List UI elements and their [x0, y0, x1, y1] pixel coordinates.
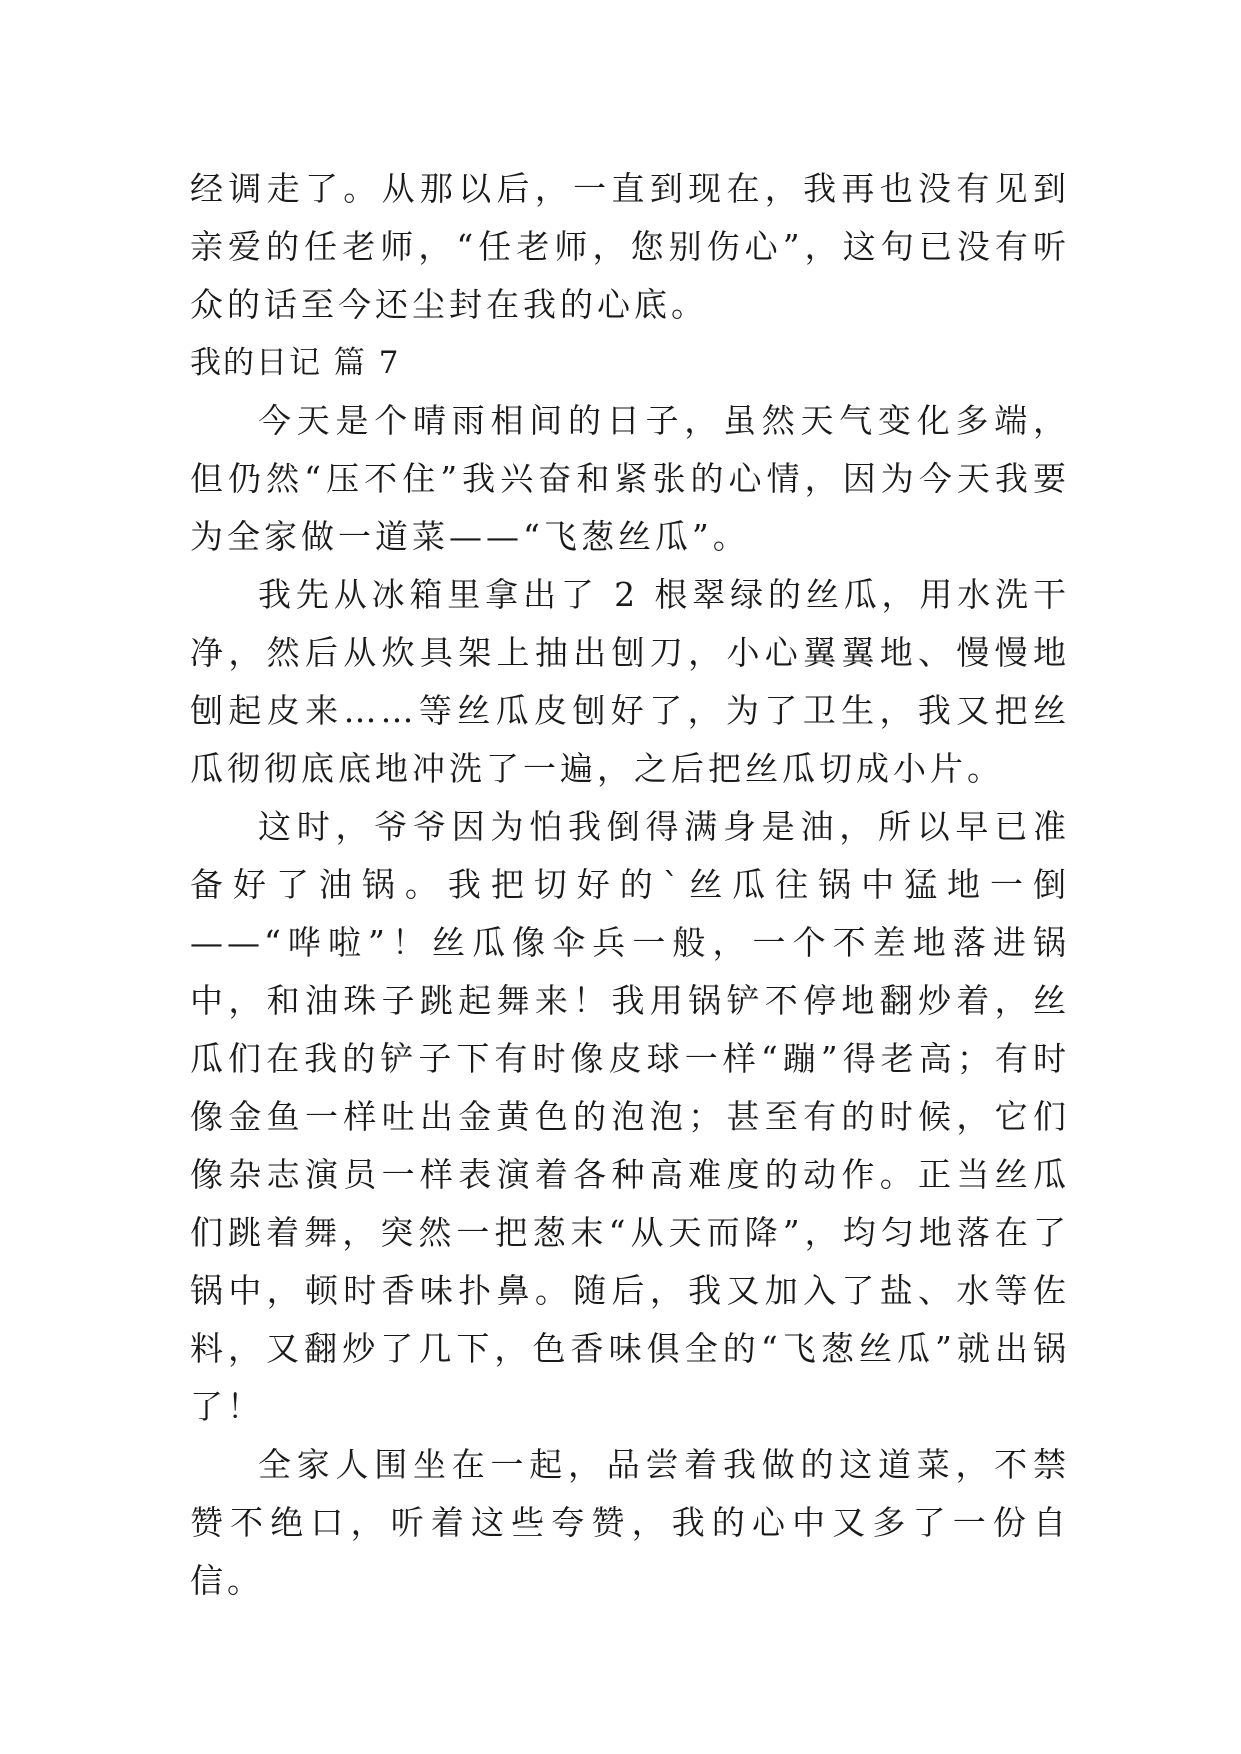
document-page	[190, 160, 1070, 1610]
body-paragraph-4: 全家人围坐在一起，品尝着我做的这道菜，不禁赞不绝口，听着这些夸赞，我的心中又多了一份自信。	[190, 1445, 1070, 1600]
section-title: 我的日记 篇 7	[190, 345, 401, 381]
body-paragraph-1: 今天是个晴雨相间的日子，虽然天气变化多端，但仍然“压不住”我兴奋和紧张的心情，因为今天我要为全家做一道菜——“飞葱丝瓜”。	[190, 401, 1070, 556]
intro-paragraph: 经调走了。从那以后，一直到现在，我再也没有见到亲爱的任老师，“任老师，您别伤心”，这句已没有听众的话至今还尘封在我的心底。	[190, 169, 1070, 324]
body-paragraph-3: 这时，爷爷因为怕我倒得满身是油，所以早已准备好了油锅。我把切好的`丝瓜往锅中猛地一倒——“哗啦”！丝瓜像伞兵一般，一个不差地落进锅中，和油珠子跳起舞来！我用锅铲不停地翻炒着，丝瓜们在我的铲子下有时像皮球一样“蹦”得老高；有时像金鱼一样吐出金黄色的泡泡；甚至有的时候，它们像杂志演员一样表演着各种高难度的动作。正当丝瓜们跳着舞，突然一把葱末“从天而降”，均匀地落在了锅中，顿时香味扑鼻。随后，我又加入了盐、水等佐料，又翻炒了几下，色香味俱全的“飞葱丝瓜”就出锅了！	[190, 807, 1070, 1426]
body-paragraph-2: 我先从冰箱里拿出了 2 根翠绿的丝瓜，用水洗干净，然后从炊具架上抽出刨刀，小心翼翼地、慢慢地刨起皮来……等丝瓜皮刨好了，为了卫生，我又把丝瓜彻彻底底地冲洗了一遍，之后把丝瓜切成小片。	[190, 575, 1070, 788]
